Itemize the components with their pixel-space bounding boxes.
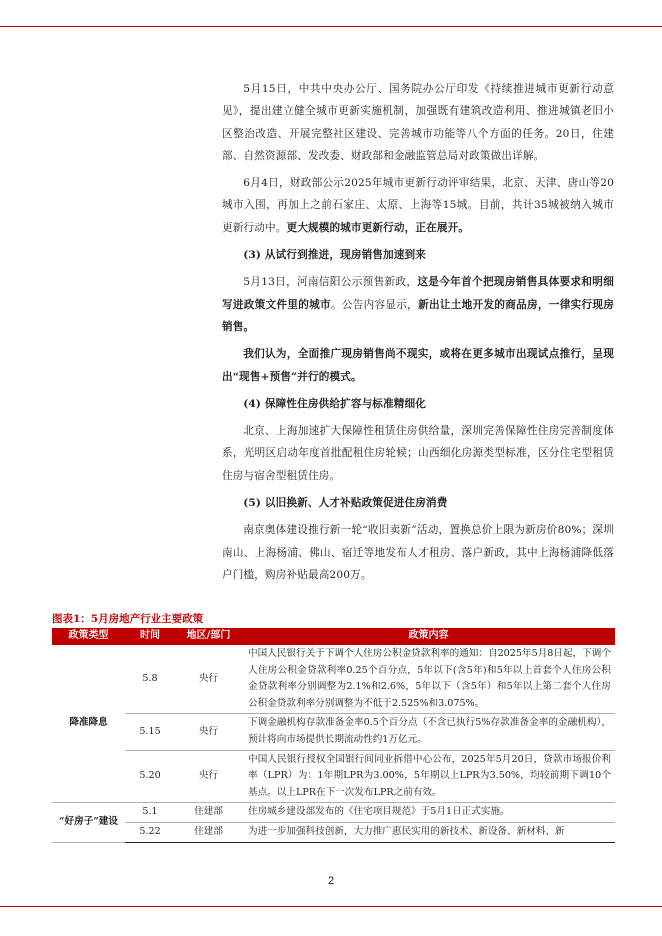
- paragraph-finance-ministry: [222, 172, 614, 239]
- content-cell: 为进一步加强科技创新，大力推广惠民实用的新技术、新设备、新材料、新: [242, 822, 615, 842]
- footer-rule: [0, 906, 662, 907]
- table-row: [52, 822, 615, 842]
- date-cell: 5.1: [125, 803, 175, 823]
- paragraph-opinion: [222, 343, 614, 388]
- dept-cell: 央行: [175, 714, 242, 750]
- dept-cell: 央行: [175, 750, 242, 803]
- paragraph-trade-in: 南京奥体建设推行新一轮“收旧卖新”活动，置换总价上限为新房价80%；深圳南山、上海杨浦、佛山、宿迁等地发布人才租房、落户新政，其中上海杨浦降低落户门槛，购房补贴最高200万。: [222, 524, 614, 581]
- paragraph-text: 5月13日，河南信阳公示预售新政，: [243, 276, 418, 289]
- policy-type-cell: 降准降息: [52, 645, 125, 803]
- emphasis-text: 我们认为，全面推广现房销售尚不现实，或将在更多城市出现试点推行，呈现出“现售+预售”并行的模式。: [222, 348, 614, 383]
- date-cell: 5.20: [125, 750, 175, 803]
- date-cell: 5.15: [125, 714, 175, 750]
- policy-table: [52, 628, 615, 843]
- table-row: [52, 750, 615, 803]
- paragraph-text: 6月4日，财政部公示2025年城市更新行动评审结果，北京、天津、唐山等20城市入围，再加上之前石家庄、太原、上海等15城。目前，共计35城被纳入城市更新行动中。: [222, 177, 614, 234]
- emphasis-text: 更大规模的城市更新行动，正在展开。: [286, 221, 470, 234]
- emphasis-text: 这是今年首个把现房销售具体要求和明细写进政策文件里的城市: [222, 276, 614, 311]
- paragraph-urban-renewal: 5月15日，中共中央办公厅、国务院办公厅印发《持续推进城市更新行动意见》，提出建立健全城市更新实施机制，加强既有建筑改造利用、推进城镇老旧小区整治改造、开展完整社区建设、完善城市功能等八个方面的任务。20日，住建部、自然资源部、发改委、财政部和金融监管总局对政策做出详解。: [222, 83, 614, 162]
- table-header-row: [52, 628, 615, 645]
- content-cell: 住房城乡建设部发布的《住宅项目规范》于5月1日正式实施。: [242, 803, 615, 823]
- emphasis-text: 新出让土地开发的商品房，一律实行现房销售。: [222, 298, 615, 333]
- dept-cell: 住建部: [175, 803, 242, 823]
- figure-caption: 图表1：5月房地产行业主要政策: [52, 613, 204, 625]
- column-header-dept: 地区/部门: [175, 628, 242, 645]
- body-text: [222, 78, 614, 591]
- column-header-content: 政策内容: [242, 628, 615, 645]
- date-cell: 5.8: [125, 645, 175, 714]
- table-row: [52, 803, 615, 823]
- section-heading-4: (4) 保障性住房供给扩容与标准精细化: [243, 397, 427, 410]
- page-number: 2: [327, 875, 335, 887]
- content-cell: 中国人民银行关于下调个人住房公积金贷款利率的通知：自2025年5月8日起，下调个人住房公积金贷款利率0.25个百分点，5年以下(含5年)和5年以上首套个人住房公积金贷款利率分别调整为2.1%和2.6%，5年以下（含5年）和5年以上第二套个人住房公积金贷款利率分别调整为不低于2.525%和3.075%。: [242, 645, 615, 714]
- content-cell: 中国人民银行授权全国银行间同业拆借中心公布，2025年5月20日，贷款市场报价利率（LPR）为：1年期LPR为3.00%，5年期以上LPR为3.50%，均较前期下调10个基点。以上LPR在下一次发布LPR之前有效。: [242, 750, 615, 803]
- table-row: [52, 714, 615, 750]
- policy-type-cell: “好房子”建设: [52, 803, 125, 842]
- dept-cell: 住建部: [175, 822, 242, 842]
- header-rule: [0, 26, 662, 27]
- section-heading-5: (5) 以旧换新、人才补贴政策促进住房消费: [243, 497, 448, 510]
- paragraph-housing-supply: 北京、上海加速扩大保障性租赁住房供给量，深圳完善保障性住房完善制度体系，光明区启动年度首批配租住房轮候；山西细化房源类型标准，区分住宅型租赁住房与宿舍型租赁住房。: [222, 425, 614, 482]
- table-row: [52, 645, 615, 714]
- dept-cell: 央行: [175, 645, 242, 714]
- section-heading-3: (3) 从试行到推进，现房销售加速到来: [243, 249, 427, 262]
- column-header-date: 时间: [125, 628, 175, 645]
- content-cell: 下调金融机构存款准备金率0.5个百分点（不含已执行5%存款准备金率的金融机构），预计将向市场提供长期流动性约1万亿元。: [242, 714, 615, 750]
- paragraph-text: 。公告内容显示，: [330, 298, 419, 311]
- paragraph-xinyang: [222, 271, 614, 338]
- date-cell: 5.22: [125, 822, 175, 842]
- column-header-type: 政策类型: [52, 628, 125, 645]
